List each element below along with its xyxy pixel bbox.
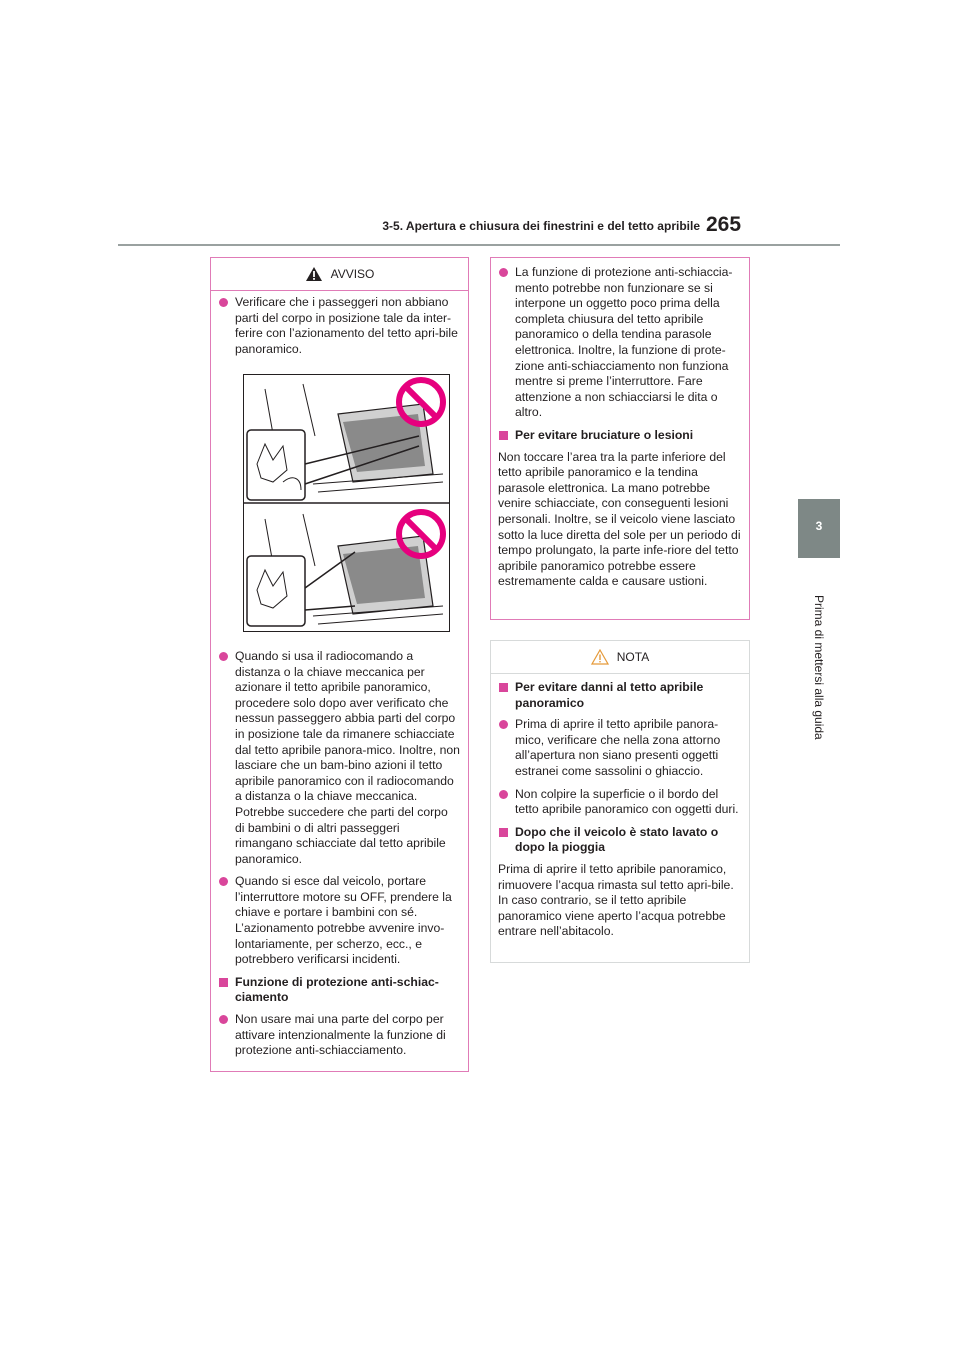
- page-number: 265: [706, 213, 742, 236]
- warning-bullet: Non usare mai una parte del corpo per attivare intenzionalmente la funzione di protezione anti-schiacciamento.: [218, 1012, 460, 1059]
- warning-box-continued: [490, 257, 750, 620]
- chapter-number: 3: [815, 519, 823, 533]
- warning-bullet: Quando si esce dal veicolo, portare l’interruttore motore su OFF, prendere la chiave e portare i bambini con sé. L’azionamento potrebbe avvenire invo-lontariamente, per scherzo, ecc., e potrebbero verificarsi incidenti.: [218, 874, 460, 968]
- chapter-label: Prima di mettersi alla guida: [812, 595, 826, 740]
- nota-box-header: [491, 641, 749, 674]
- warning-bullet: Quando si usa il radiocomando a distanza o la chiave meccanica per azionare il tetto apribile panoramico, procedere solo dopo aver verificato che nessun passeggero abbia parti del corpo in posizione tale da rimanere schiacciate dal tetto apribile panora-mico. Inoltre, non lasciare che un bam-bino azioni il tetto apribile panoramico con il radiocomando a distanza o la chiave meccanica. Potrebbe succedere che parti del corpo di bambini o di altri passeggeri rimangano schiacciate dal tetto apribile panoramico.: [218, 649, 460, 867]
- warning-box-title: AVVISO: [330, 267, 375, 281]
- sunroof-warning-illustration: [243, 374, 450, 632]
- nota-bullet: Prima di aprire il tetto apribile panora-mico, verificare che nella zona attorno all’apertura non siano presenti oggetti estranei come sassolini o ghiaccio.: [498, 717, 741, 779]
- header-rule: [118, 244, 840, 246]
- warning-triangle-icon: [305, 266, 323, 282]
- warning-subhead: Per evitare bruciature o lesioni: [498, 428, 741, 444]
- warning-bullet: Verificare che i passeggeri non abbiano parti del corpo in posizione tale da inter-ferire con l’azionamento del tetto apri-bile panoramico.: [218, 295, 460, 357]
- warning-bullet: La funzione di protezione anti-schiaccia-mento potrebbe non funzionare se si interpone un oggetto poco prima della completa chiusura del tetto apribile panoramico o della tendina parasole elettronica. Inoltre, la funzione di prote-zione anti-schiacciamento non funziona mentre si preme l’interruttore. Fare attenzione a non schiacciarsi le dita o altro.: [498, 265, 741, 421]
- nota-subhead: Per evitare danni al tetto apribile panoramico: [498, 680, 741, 711]
- warning-box: [210, 257, 469, 1072]
- warning-box-header: [211, 258, 468, 291]
- nota-bullet: Non colpire la superficie o il bordo del tetto apribile panoramico con oggetti duri.: [498, 787, 741, 818]
- running-header: 3-5. Apertura e chiusura dei finestrini e del tetto apribile: [382, 219, 700, 233]
- warning-paragraph: Non toccare l’area tra la parte inferiore del tetto apribile panoramico e la tendina parasole elettronica. La mano potrebbe venire schiacciate, con conseguenti lesioni personali. Inoltre, se il veicolo viene lasciato sotto la luce diretta del sole per un periodo di tempo prolungato, la parte infe-riore del tetto apribile panoramico potrebbe essere estremamente calda e causare ustioni.: [498, 449, 741, 589]
- nota-paragraph: Prima di aprire il tetto apribile panoramico, rimuovere l’acqua rimasta sul tetto apri-bile. In caso contrario, se il tetto apribile panoramico viene aperto l’acqua potrebbe entrare nell’abitacolo.: [498, 861, 734, 939]
- nota-box: [490, 640, 750, 963]
- nota-box-title: NOTA: [616, 650, 650, 664]
- nota-subhead: Dopo che il veicolo è stato lavato o dopo la pioggia: [498, 825, 741, 856]
- caution-triangle-icon: [591, 649, 609, 665]
- chapter-tab: [798, 499, 840, 558]
- warning-subhead: Funzione di protezione anti-schiac-ciamento: [218, 975, 460, 1006]
